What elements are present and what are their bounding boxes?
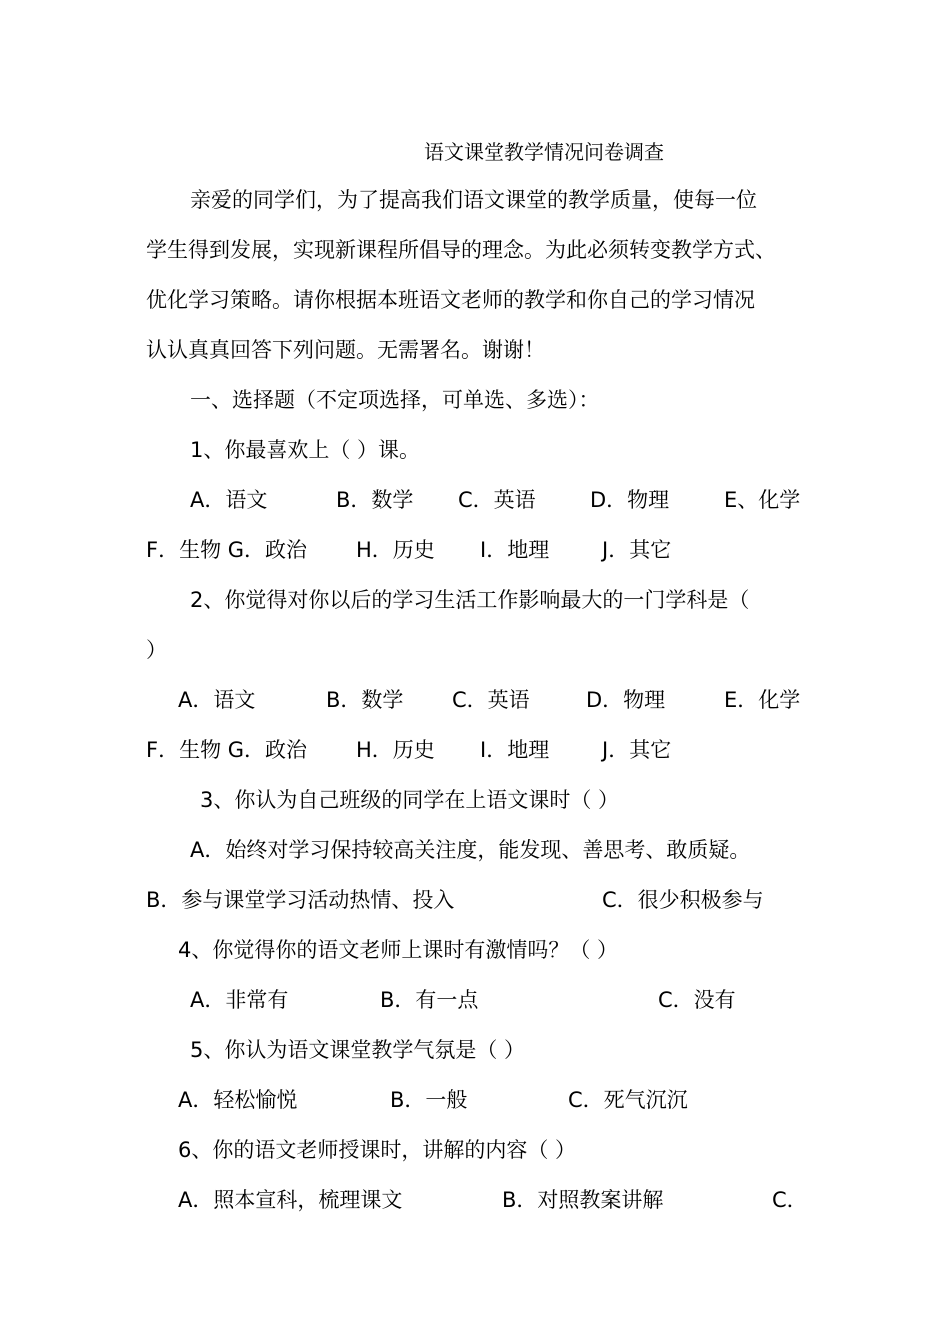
q2-stem-continued: ） xyxy=(146,638,167,662)
intro-line-4: 认认真真回答下列问题。无需署名。谢谢！ xyxy=(146,338,545,362)
q2-option-d: D．物理 xyxy=(586,688,666,712)
q1-option-a: A．语文 xyxy=(190,488,268,512)
q2-stem: 2、你觉得对你以后的学习生活工作影响最大的一门学科是（ xyxy=(190,588,750,612)
q6-option-a: A．照本宣科，梳理课文 xyxy=(178,1188,403,1212)
intro-line-1: 亲爱的同学们，为了提高我们语文课堂的教学质量，使每一位 xyxy=(190,188,757,212)
q4-option-c: C．没有 xyxy=(658,988,736,1012)
q1-option-f-g: F．生物 G．政治 xyxy=(146,538,308,562)
q3-option-b: B．参与课堂学习活动热情、投入 xyxy=(146,888,455,912)
q2-option-b: B．数学 xyxy=(326,688,404,712)
q5-option-a: A．轻松愉悦 xyxy=(178,1088,298,1112)
q1-option-h: H．历史 xyxy=(356,538,435,562)
q5-stem: 5、你认为语文课堂教学气氛是（ ） xyxy=(190,1038,526,1062)
q4-stem: 4、你觉得你的语文老师上课时有激情吗？（ ） xyxy=(178,938,619,962)
q1-option-i: I．地理 xyxy=(480,538,550,562)
q1-option-d: D．物理 xyxy=(590,488,670,512)
intro-line-2: 学生得到发展，实现新课程所倡导的理念。为此必须转变教学方式、 xyxy=(146,238,776,262)
document-title: 语文课堂教学情况问卷调查 xyxy=(424,140,664,164)
q2-option-j: J．其它 xyxy=(602,738,672,762)
q2-option-f-g: F．生物 G．政治 xyxy=(146,738,308,762)
q6-stem: 6、你的语文老师授课时，讲解的内容（ ） xyxy=(178,1138,577,1162)
q1-option-e: E、化学 xyxy=(724,488,801,512)
q1-stem: 1、你最喜欢上（ ）课。 xyxy=(190,438,421,462)
q5-option-c: C．死气沉沉 xyxy=(568,1088,688,1112)
intro-line-3: 优化学习策略。请你根据本班语文老师的教学和你自己的学习情况 xyxy=(146,288,755,312)
q2-option-i: I．地理 xyxy=(480,738,550,762)
q2-option-e: E．化学 xyxy=(724,688,801,712)
q1-option-j: J．其它 xyxy=(602,538,672,562)
section-heading: 一、选择题（不定项选择，可单选、多选）： xyxy=(190,388,600,412)
q3-option-a: A．始终对学习保持较高关注度，能发现、善思考、敢质疑。 xyxy=(190,838,751,862)
q3-option-c: C．很少积极参与 xyxy=(602,888,764,912)
q4-option-a: A．非常有 xyxy=(190,988,289,1012)
q3-stem: 3、你认为自己班级的同学在上语文课时（ ） xyxy=(200,788,620,812)
q2-option-a: A．语文 xyxy=(178,688,256,712)
q6-option-b: B．对照教案讲解 xyxy=(502,1188,664,1212)
q4-option-b: B．有一点 xyxy=(380,988,479,1012)
q1-option-c: C．英语 xyxy=(458,488,536,512)
q1-option-b: B．数学 xyxy=(336,488,414,512)
q2-option-c: C．英语 xyxy=(452,688,530,712)
q2-option-h: H．历史 xyxy=(356,738,435,762)
q6-option-c: C． xyxy=(772,1188,808,1212)
q5-option-b: B．一般 xyxy=(390,1088,468,1112)
